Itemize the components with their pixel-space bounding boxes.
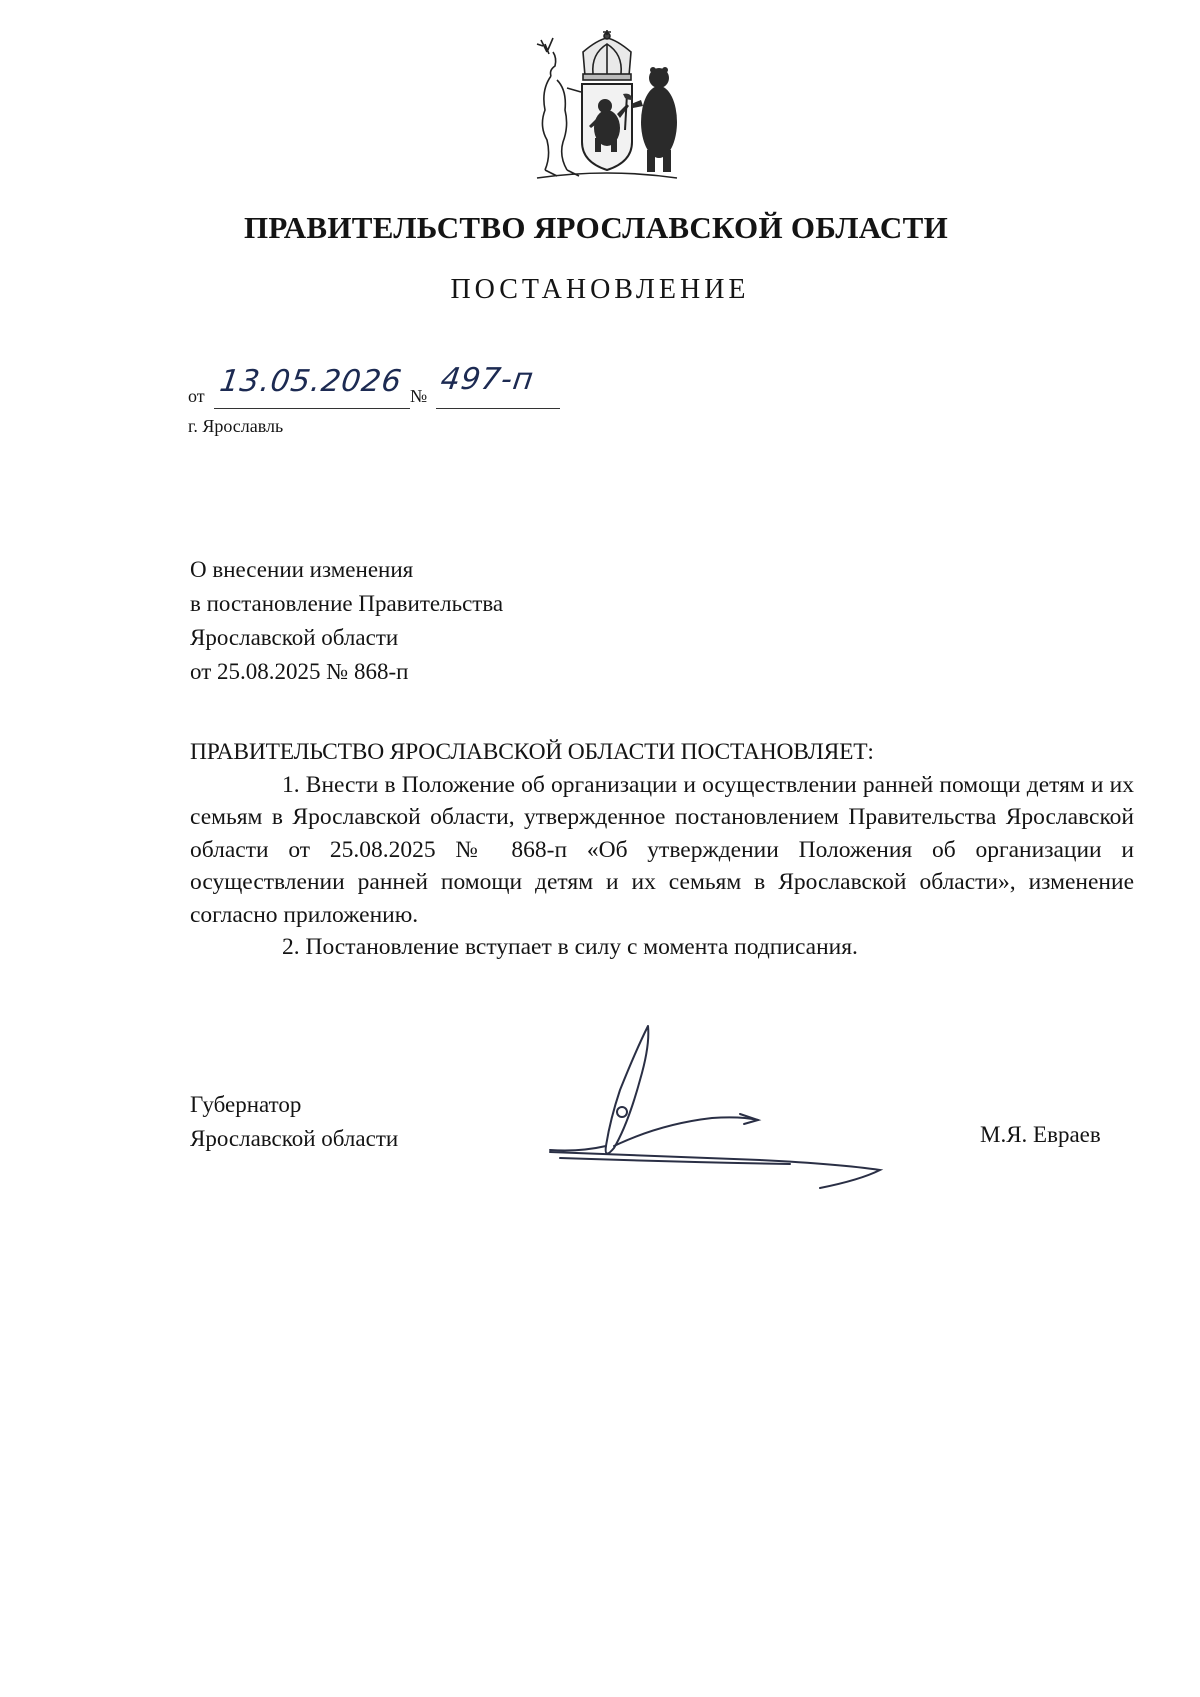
subject-line: от 25.08.2025 № 868-п — [190, 659, 409, 684]
date-prefix: от — [188, 386, 205, 406]
city: г. Ярославль — [188, 416, 284, 436]
position-line: Губернатор — [190, 1092, 302, 1117]
paragraph-1: 1. Внести в Положение об организации и осуществлении ранней помощи детям и их семьям в Ярославской области, утвержденное постановлением Правительства Ярославской области от 25.08.2025 № 868-п «Об утверждении Положения об организации и осуществлении ранней помощи детям и их семьям в Ярославской области», изменение согласно приложению. — [190, 771, 1134, 928]
document-type: ПОСТАНОВЛЕНИЕ — [450, 274, 750, 305]
signature-icon — [540, 1020, 920, 1195]
number-underline — [436, 408, 560, 409]
document-subject — [190, 553, 503, 689]
position-line: Ярославской области — [190, 1126, 399, 1151]
subject-line: в постановление Правительства — [190, 591, 504, 616]
signer-position — [190, 1088, 398, 1156]
handwritten-number: 497-п — [438, 362, 537, 397]
date-underline — [214, 408, 410, 409]
subject-line: О внесении изменения — [190, 557, 414, 582]
subject-line: Ярославской области — [190, 625, 399, 650]
handwritten-date: 13.05.2026 — [217, 364, 405, 399]
government-name: ПРАВИТЕЛЬСТВО ЯРОСЛАВСКОЙ ОБЛАСТИ — [244, 210, 948, 245]
number-prefix: № — [410, 386, 428, 406]
registration-line — [188, 362, 568, 410]
document-body — [190, 736, 1134, 964]
coat-of-arms-icon — [527, 30, 687, 188]
signer-name: М.Я. Евраев — [980, 1122, 1101, 1147]
paragraph-2: 2. Постановление вступает в силу с момента подписания. — [282, 934, 858, 960]
decree-heading: ПРАВИТЕЛЬСТВО ЯРОСЛАВСКОЙ ОБЛАСТИ ПОСТАНОВЛЯЕТ: — [190, 739, 874, 765]
